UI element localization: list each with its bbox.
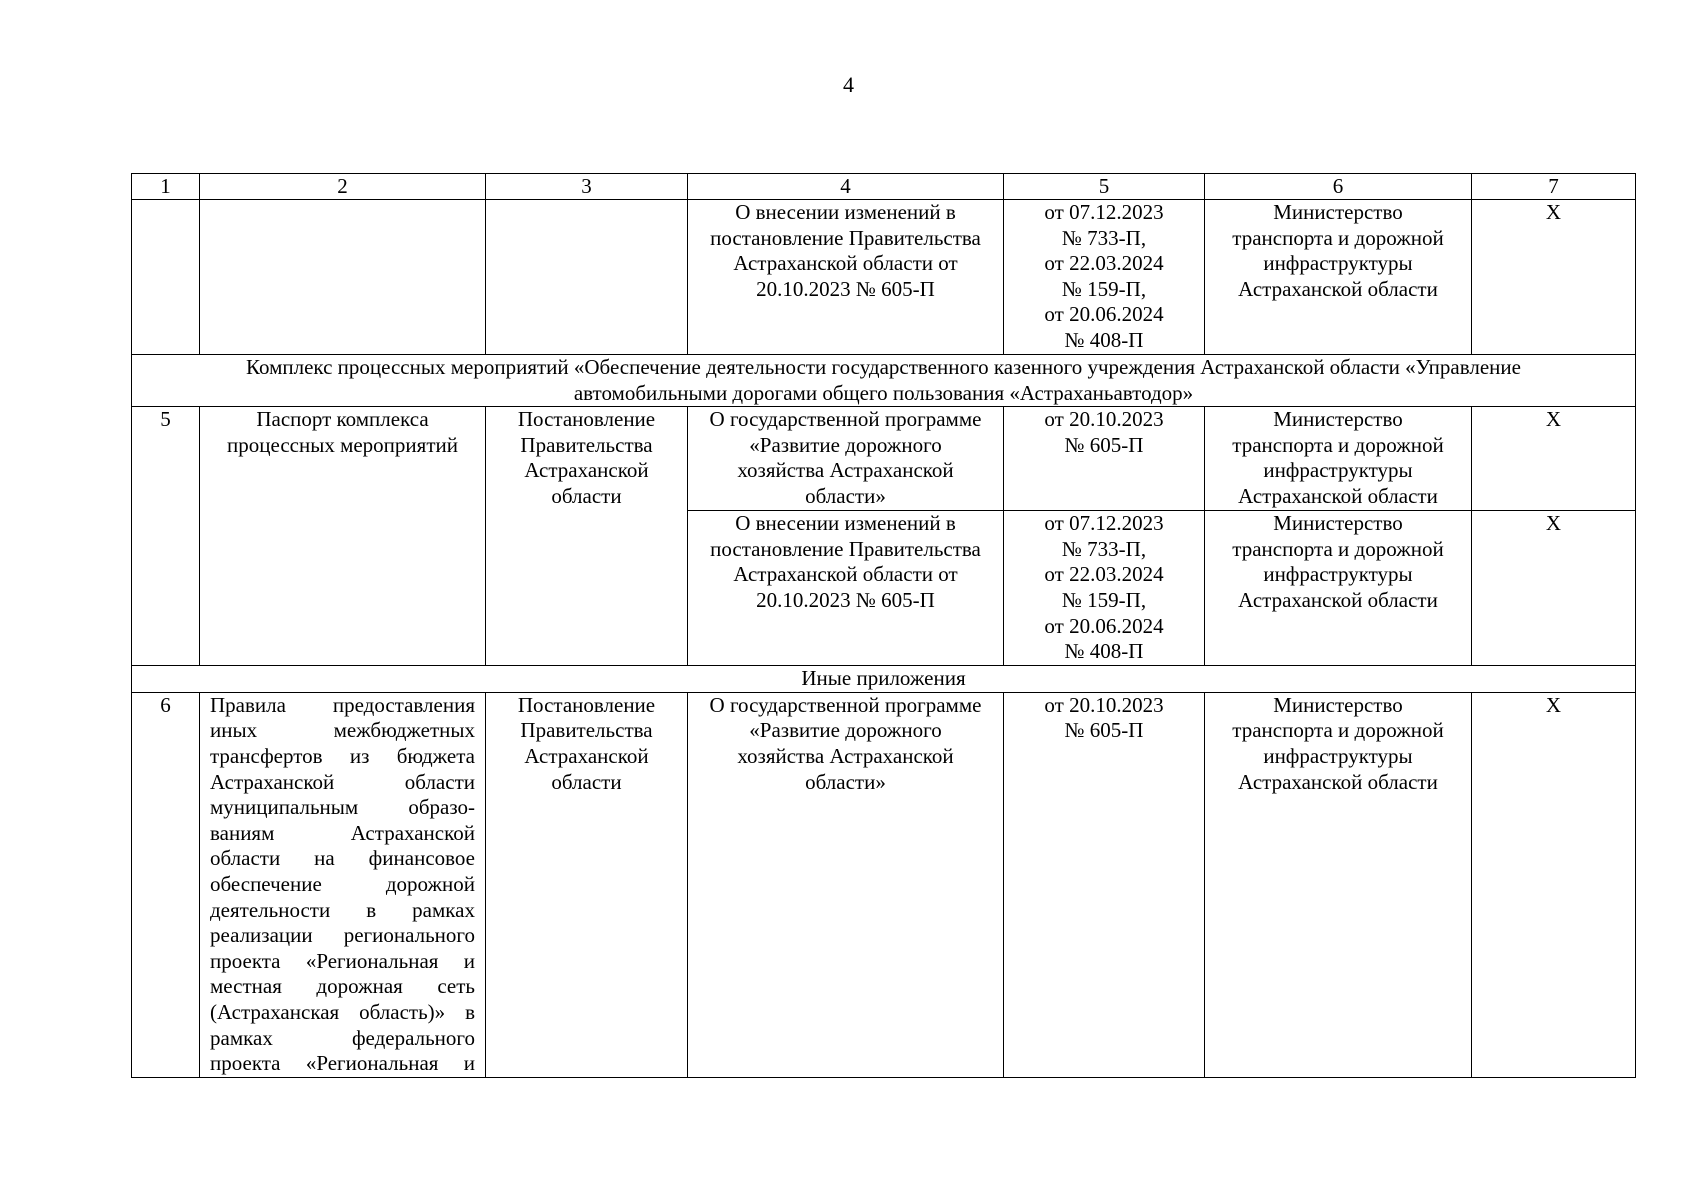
row-number-cell [132, 200, 200, 355]
row-number-cell: 5 [132, 407, 200, 666]
mark-cell: Х [1472, 511, 1636, 666]
act-date-cell: от 07.12.2023 № 733-П, от 22.03.2024 № 159-П, от 20.06.2024 № 408-П [1004, 511, 1205, 666]
responsible-cell: Министерство транспорта и дорожной инфраструктуры Астраханской области [1205, 511, 1472, 666]
responsible-cell: Министерство транспорта и дорожной инфраструктуры Астраханской области [1205, 200, 1472, 355]
act-title-cell: О внесении изменений в постановление Правительства Астраханской области от 20.10.2023 № 605-П [688, 511, 1004, 666]
column-header: 5 [1004, 174, 1205, 200]
row-number-cell: 6 [132, 692, 200, 1077]
act-type-cell: Постановление Правительства Астраханской области [486, 407, 688, 666]
section-title: Комплекс процессных мероприятий «Обеспечение деятельности государственного казенного учреждения Астраханской области «Управление автомобильными дорогами общего пользования «Астраханьавтодор» [132, 355, 1636, 407]
column-header: 6 [1205, 174, 1472, 200]
page-number: 4 [843, 72, 854, 97]
act-title-cell: О государственной программе «Развитие дорожного хозяйства Астраханской области» [688, 692, 1004, 1077]
table-row [132, 200, 1636, 355]
table-header-row [132, 174, 1636, 200]
responsible-cell: Министерство транспорта и дорожной инфраструктуры Астраханской области [1205, 407, 1472, 511]
section-row-other [132, 666, 1636, 693]
act-type-cell [486, 200, 688, 355]
act-date-cell: от 20.10.2023 № 605-П [1004, 692, 1205, 1077]
mark-cell: Х [1472, 692, 1636, 1077]
document-table [131, 173, 1636, 1078]
table-row [132, 407, 1636, 511]
act-date-cell: от 20.10.2023 № 605-П [1004, 407, 1205, 511]
act-title-cell: О государственной программе «Развитие дорожного хозяйства Астраханской области» [688, 407, 1004, 511]
column-header: 7 [1472, 174, 1636, 200]
section-row-complex [132, 355, 1636, 407]
act-type-cell: Постановление Правительства Астраханской области [486, 692, 688, 1077]
column-header: 4 [688, 174, 1004, 200]
mark-cell: Х [1472, 200, 1636, 355]
responsible-cell: Министерство транспорта и дорожной инфраструктуры Астраханской области [1205, 692, 1472, 1077]
act-title-cell: О внесении изменений в постановление Правительства Астраханской области от 20.10.2023 № 605-П [688, 200, 1004, 355]
document-type-cell: Правила предоставления иных межбюджетных трансфертов из бюджета Астраханской области муниципальным образо- ваниям Астраханской области на финансовое обеспечение дорожной деятельности в рамках реализации регионального проекта «Региональная и местная дорожная сеть (Астраханская область)» в рамках федерального проекта «Региональная и [200, 692, 486, 1077]
column-header: 2 [200, 174, 486, 200]
document-type-cell [200, 200, 486, 355]
section-title: Иные приложения [132, 666, 1636, 693]
table-row [132, 692, 1636, 1077]
column-header: 1 [132, 174, 200, 200]
column-header: 3 [486, 174, 688, 200]
act-date-cell: от 07.12.2023 № 733-П, от 22.03.2024 № 159-П, от 20.06.2024 № 408-П [1004, 200, 1205, 355]
document-type-cell: Паспорт комплекса процессных мероприятий [200, 407, 486, 666]
mark-cell: Х [1472, 407, 1636, 511]
